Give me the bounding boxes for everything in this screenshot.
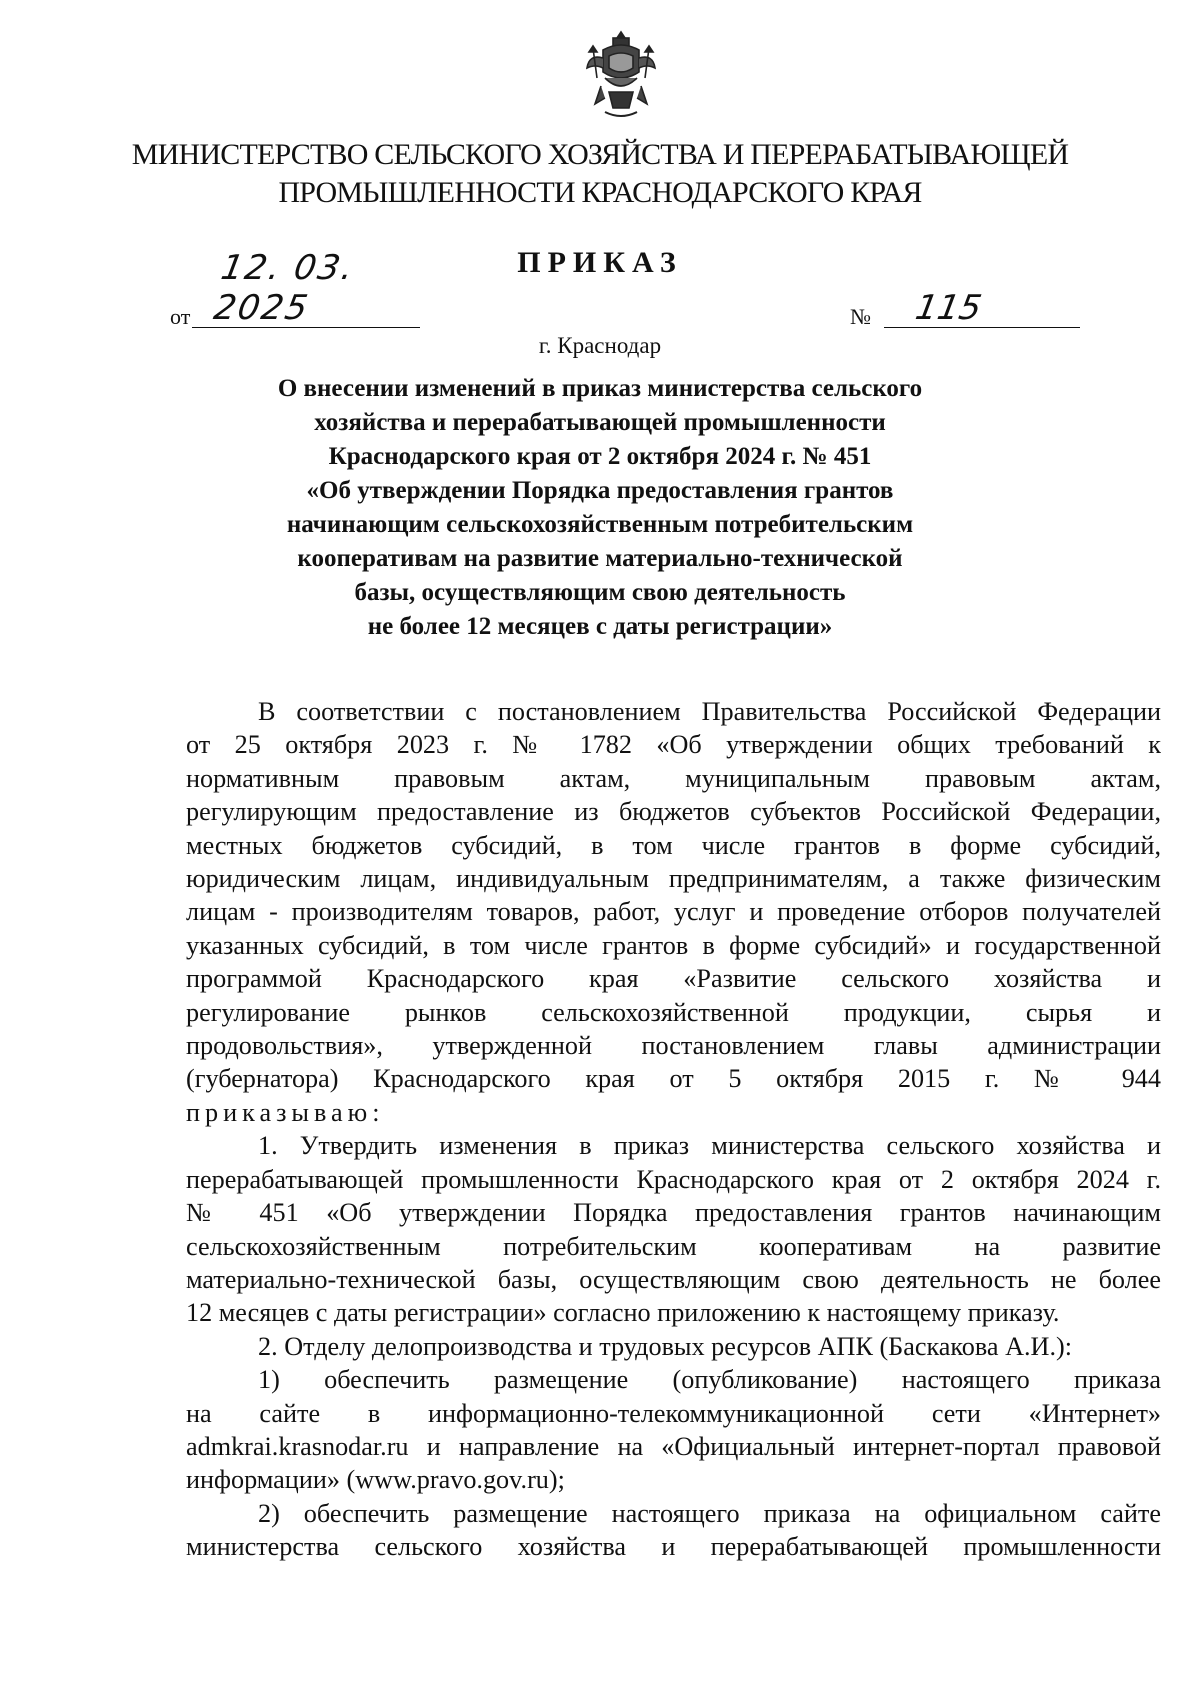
body-line: на сайте в информационно-телекоммуникационной сети «Интернет» [186, 1398, 1161, 1428]
body-line: продовольствия», утвержденной постановлением главы администрации [186, 1031, 1161, 1061]
title-line: не более 12 месяцев с даты регистрации» [367, 613, 833, 640]
body-line: материально-технической базы, осуществляющим свою деятельность не более [186, 1264, 1161, 1294]
body-line: министерства сельского хозяйства и перерабатывающей промышленности [186, 1532, 1161, 1562]
body-line: admkrai.krasnodar.ru и направление на «Официальный интернет-портал правовой [186, 1431, 1161, 1461]
body-line: 1) обеспечить размещение (опубликование) настоящего приказа [258, 1365, 1161, 1395]
body-line: (губернатора) Краснодарского края от 5 октября 2015 г. № 944 [186, 1064, 1161, 1094]
number-prefix: № [850, 304, 871, 329]
title-line: «Об утверждении Порядка предоставления грантов [306, 477, 894, 504]
body-line: сельскохозяйственным потребительским кооперативам на развитие [186, 1231, 1161, 1261]
coat-of-arms-emblem [583, 28, 659, 124]
body-line: 1. Утвердить изменения в приказ министерства сельского хозяйства и [258, 1131, 1161, 1161]
body-line: В соответствии с постановлением Правительства Российской Федерации [258, 697, 1161, 726]
order-body [186, 695, 1161, 1564]
body-line: нормативным правовым актам, муниципальным правовым актам, [186, 763, 1161, 793]
order-title [200, 372, 1000, 644]
document-type-heading: ПРИКАЗ [517, 246, 683, 279]
body-line: от 25 октября 2023 г. № 1782 «Об утверждении общих требований к [186, 730, 1161, 760]
ministry-name-line-1: МИНИСТЕРСТВО СЕЛЬСКОГО ХОЗЯЙСТВА И ПЕРЕРАБАТЫВАЮЩЕЙ [131, 138, 1069, 171]
body-line: информации» (www.pravo.gov.ru); [186, 1465, 565, 1495]
body-line: № 451 «Об утверждении Порядка предоставления грантов начинающим [186, 1198, 1161, 1228]
body-line: юридическим лицам, индивидуальным предпринимателям, а также физическим [186, 864, 1161, 894]
city-name: г. Краснодар [538, 333, 662, 358]
body-line: 2. Отделу делопроизводства и трудовых ресурсов АПК (Баскакова А.И.): [258, 1331, 1073, 1361]
handwritten-date: 12. 03. 2025 [210, 248, 359, 328]
body-line-decree: приказываю: [186, 1097, 385, 1127]
body-line: 2) обеспечить размещение настоящего приказа на официальном сайте [258, 1498, 1161, 1528]
title-line: кооперативам на развитие материально-технической [297, 545, 903, 572]
body-line: перерабатывающей промышленности Краснодарского края от 2 октября 2024 г. [186, 1164, 1161, 1194]
body-line: регулирование рынков сельскохозяйственной продукции, сырья и [186, 997, 1161, 1027]
title-line: О внесении изменений в приказ министерства сельского [277, 375, 923, 402]
title-line: хозяйства и перерабатывающей промышленности [314, 409, 886, 436]
body-line: местных бюджетов субсидий, в том числе грантов в форме субсидий, [186, 830, 1161, 860]
title-line: начинающим сельскохозяйственным потребительским [286, 511, 914, 538]
handwritten-number: 115 [912, 288, 985, 328]
order-number [850, 290, 1080, 336]
body-line: лицам - производителям товаров, работ, услуг и проведение отборов получателей [186, 897, 1161, 927]
title-line: Краснодарского края от 2 октября 2024 г. № 451 [328, 443, 872, 470]
body-line: регулирующим предоставление из бюджетов субъектов Российской Федерации, [186, 797, 1161, 827]
date-prefix: от [170, 304, 191, 329]
body-line: указанных субсидий, в том числе грантов в форме субсидий» и государственной [186, 930, 1161, 960]
body-line: 12 месяцев с даты регистрации» согласно приложению к настоящему приказу. [186, 1298, 1060, 1328]
ministry-name-line-2: ПРОМЫШЛЕННОСТИ КРАСНОДАРСКОГО КРАЯ [278, 176, 922, 209]
order-date [170, 248, 420, 336]
body-line: программой Краснодарского края «Развитие сельского хозяйства и [186, 964, 1161, 994]
title-line: базы, осуществляющим свою деятельность [354, 579, 846, 606]
